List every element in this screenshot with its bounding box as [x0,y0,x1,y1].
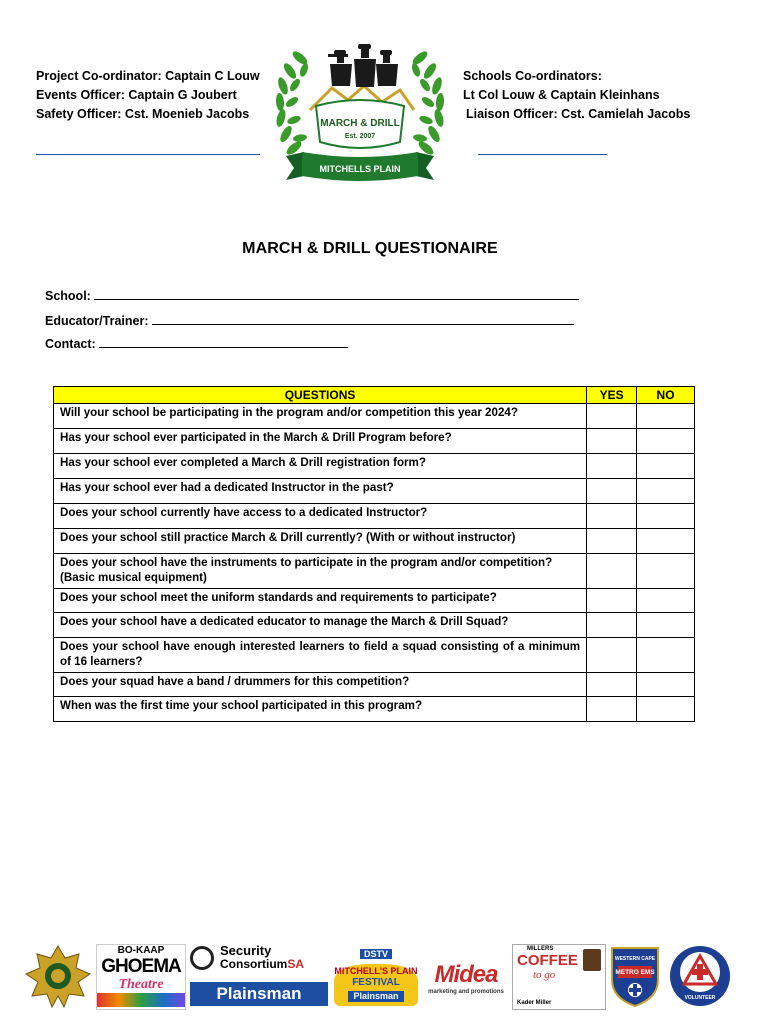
yes-cell[interactable] [587,504,637,529]
yes-cell[interactable] [587,479,637,504]
no-cell[interactable] [637,454,695,479]
question-text: When was the first time your school participated in this program? [54,697,587,722]
emblem-name: MARCH & DRILL [320,118,400,129]
school-line[interactable] [94,288,579,300]
question-text: Does your school have enough interested learners to field a squad consisting of a minimum of 16 learners? [54,638,587,673]
question-text: Will your school be participating in the program and/or competition this year 2024? [54,404,587,429]
security-shield-icon [190,946,214,970]
question-text: Does your school have a dedicated educator to manage the March & Drill Squad? [54,613,587,638]
yes-cell[interactable] [587,404,637,429]
no-cell[interactable] [637,529,695,554]
header-yes: YES [587,387,637,404]
yes-cell[interactable] [587,589,637,613]
yes-cell[interactable] [587,429,637,454]
police-badge-logo [24,944,92,1008]
right-divider [478,154,607,155]
table-row [54,404,695,429]
volunteer-logo [668,944,732,1008]
yes-cell[interactable] [587,613,637,638]
plainsman-logo: Plainsman [190,982,328,1006]
midea-main: Midea [434,961,498,988]
emblem-ribbon: MITCHELLS PLAIN [319,164,401,174]
no-cell[interactable] [637,589,695,613]
page-title: MARCH & DRILL QUESTIONAIRE [242,240,498,257]
questions-table [53,386,695,722]
sponsor-strip [24,944,744,1010]
schools-coordinators-label: Schools Co-ordinators: [463,69,602,83]
festival-sub: FESTIVAL [352,977,400,988]
question-text: Has your school ever had a dedicated Instructor in the past? [54,479,587,504]
table-row [54,673,695,697]
security-sa: SA [287,957,305,971]
coffee-sub: to go [533,969,556,981]
no-cell[interactable] [637,697,695,722]
midea-sub: marketing and promotions [428,989,504,995]
question-text: Does your school still practice March & Drill currently? (With or without instructor) [54,529,587,554]
coffee-cup-icon [583,949,601,971]
coffee-logo [512,944,606,1010]
security-top: Security [220,943,272,958]
table-row [54,697,695,722]
school-label: School: [45,289,91,303]
metro-ems-logo [608,944,662,1008]
question-text: Does your school have the instruments to participate in the program and/or competition? (Basic musical equipment) [54,554,587,589]
yes-cell[interactable] [587,554,637,589]
header-questions: QUESTIONS [54,387,587,404]
contact-field[interactable] [45,336,348,351]
ghoema-main: GHOEMA [101,956,181,977]
table-row [54,529,695,554]
header-no: NO [637,387,695,404]
table-row [54,589,695,613]
liaison-officer: Liaison Officer: Cst. Camielah Jacobs [466,107,691,121]
no-cell[interactable] [637,504,695,529]
no-cell[interactable] [637,613,695,638]
no-cell[interactable] [637,429,695,454]
emblem-est: Est. 2007 [344,133,376,140]
ems-main: METRO EMS [615,969,655,976]
question-text: Has your school ever completed a March & Drill registration form? [54,454,587,479]
table-row [54,429,695,454]
question-text: Has your school ever participated in the March & Drill Program before? [54,429,587,454]
project-coordinator: Project Co-ordinator: Captain C Louw [36,69,260,83]
ghoema-theatre-logo [96,944,186,1010]
educator-field[interactable] [45,313,574,328]
header-left-block [36,67,260,124]
midea-logo [424,962,508,1008]
yes-cell[interactable] [587,454,637,479]
schools-coordinators: Lt Col Louw & Captain Kleinhans [463,88,660,102]
safety-officer: Safety Officer: Cst. Moenieb Jacobs [36,107,250,121]
table-row [54,613,695,638]
educator-label: Educator/Trainer: [45,314,149,328]
table-header-row [54,387,695,404]
coffee-name: Kader Miller [517,1000,552,1006]
table-row [54,454,695,479]
march-drill-emblem [272,30,448,186]
coffee-main: COFFEE [517,952,578,969]
contact-label: Contact: [45,337,96,351]
events-officer: Events Officer: Captain G Joubert [36,88,237,102]
security-main: Consortium [220,957,288,971]
no-cell[interactable] [637,404,695,429]
volunteer-label: VOLUNTEER [684,995,716,1001]
question-text: Does your squad have a band / drummers for this competition? [54,673,587,697]
yes-cell[interactable] [587,697,637,722]
table-row [54,638,695,673]
no-cell[interactable] [637,554,695,589]
no-cell[interactable] [637,638,695,673]
table-row [54,554,695,589]
festival-top: DSTV [360,949,392,959]
ghoema-sub: Theatre [118,977,164,992]
yes-cell[interactable] [587,529,637,554]
ghoema-top: BO-KAAP [117,945,165,956]
question-text: Does your school currently have access to a dedicated Instructor? [54,504,587,529]
table-row [54,504,695,529]
festival-logo [332,944,420,1008]
no-cell[interactable] [637,479,695,504]
no-cell[interactable] [637,673,695,697]
school-field[interactable] [45,288,579,303]
table-row [54,479,695,504]
yes-cell[interactable] [587,638,637,673]
festival-main: MITCHELL'S PLAIN [334,966,418,976]
coffee-top: MILLERS [527,946,554,952]
contact-line[interactable] [99,336,348,348]
security-consortium-logo [190,944,328,1008]
header-right-block [463,67,690,124]
festival-plainsman: Plainsman [348,991,404,1002]
yes-cell[interactable] [587,673,637,697]
question-text: Does your school meet the uniform standards and requirements to participate? [54,589,587,613]
educator-line[interactable] [152,313,574,325]
ems-top: WESTERN CAPE [614,956,656,962]
left-divider [36,154,260,155]
